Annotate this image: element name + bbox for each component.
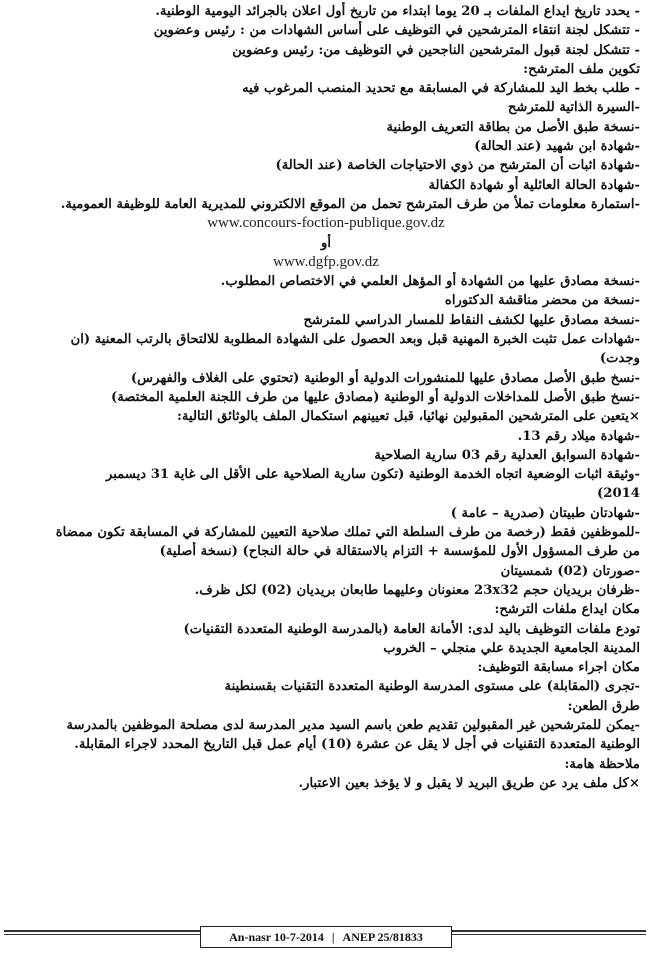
list-item: -نسخة من محضر مناقشة الدكتوراه — [444, 293, 640, 309]
deadline-line: - يحدد تاريخ ايداع الملفات بـ 20 يوما ابتداء من تاريخ أول اعلان بالجرائد اليومية الوطنية. — [155, 4, 640, 19]
final-documents-heading: ×يتعين على المترشحين المقبولين نهائيا، قبل تعيينهم استكمال الملف بالوثائق التالية: — [177, 409, 640, 425]
footer-separator: | — [331, 929, 335, 944]
list-item: -ظرفان بريديان حجم 23x32 معنونان وعليهما طابعان بريديان (02) لكل ظرف. — [194, 582, 640, 598]
list-item: - طلب بخط اليد للمشاركة في المسابقة مع تحديد المنصب المرغوب فيه — [242, 81, 640, 97]
list-item-continuation: 2014) — [597, 486, 640, 502]
list-item: -استمارة معلومات تملأ من طرف المترشح تحمل من الموقع الالكتروني للمديرية العامة للوظيفة العمومية. — [60, 196, 640, 212]
list-item: -نسخ طبق الأصل مصادق عليها للمنشورات الدولية أو الوطنية (تحتوي على الغلاف والفهرس) — [130, 370, 640, 386]
list-item: -صورتان (02) شمسيتان — [500, 563, 640, 579]
list-item: -شهادة ابن شهيد (عند الحالة) — [474, 139, 640, 155]
list-item: -شهادات عمل تثبت الخبرة المهنية قبل وبعد الحصول على الشهادة المطلوبة للالتحاق بالرتب المعنية (ان — [70, 332, 640, 348]
announcement-body — [12, 2, 640, 927]
submission-place-heading: مكان ايداع ملفات الترشح: — [494, 602, 640, 618]
website-url-2[interactable]: www.dgfp.gov.dz — [273, 253, 379, 270]
list-item: -للموظفين فقط (رخصة من طرف السلطة التي تملك صلاحية التعيين للمشاركة في المسابقة تكون ممضاة — [55, 525, 640, 541]
appeal-line-continuation: الوطنية المتعددة التقنيات في أجل لا يقل عن عشرة (10) أيام عمل قبل التاريخ المحدد لاجراء المقابلة. — [74, 737, 640, 753]
or-separator: أو — [320, 235, 332, 251]
list-item: -شهادة السوابق العدلية رقم 03 سارية الصلاحية — [374, 447, 640, 463]
list-item: -السيرة الذاتية للمترشح — [507, 100, 640, 116]
list-item: -شهادة اثبات أن المترشح من ذوي الاحتياجات الخاصة (عند الحالة) — [275, 158, 640, 174]
selection-committee-line: - تتشكل لجنة انتقاء المترشحين في التوظيف على أساس الشهادات من : رئيس وعضوين — [153, 23, 640, 39]
exam-place-heading: مكان اجراء مسابقة التوظيف: — [477, 660, 640, 676]
list-item: -وثيقة اثبات الوضعية اتجاه الخدمة الوطنية (تكون سارية الصلاحية على الأقل الى غاية 31 ديسمبر — [105, 467, 640, 483]
list-item: -نسخة طبق الأصل من بطاقة التعريف الوطنية — [386, 119, 640, 135]
list-item: -شهادتان طبيتان (صدرية – عامة ) — [450, 505, 640, 521]
list-item-continuation: من طرف المسؤول الأول للمؤسسة + التزام بالاستقالة في حالة النجاح) (نسخة أصلية) — [159, 544, 640, 560]
important-note-heading: ملاحظة هامة: — [564, 756, 640, 772]
admission-committee-line: - تتشكل لجنة قبول المترشحين الناجحين في التوظيف من: رئيس وعضوين — [232, 42, 640, 58]
anep-reference: ANEP 25/81833 — [342, 929, 423, 944]
list-item-continuation: وجدت) — [599, 351, 640, 367]
website-url-1[interactable]: www.concours-foction-publique.gov.dz — [207, 215, 445, 232]
list-item: -شهادة الحالة العائلية أو شهادة الكفالة — [428, 177, 640, 193]
address-line: المدينة الجامعية الجديدة علي منجلي – الخروب — [383, 640, 640, 656]
exam-place-line: -تجرى (المقابلة) على مستوى المدرسة الوطنية المتعددة التقنيات بقسنطينة — [224, 679, 640, 695]
submission-place-line: تودع ملفات التوظيف باليد لدى: الأمانة العامة (بالمدرسة الوطنية المتعددة التقنيات) — [183, 621, 640, 637]
appeal-heading: طرق الطعن: — [567, 698, 640, 714]
list-item: -نسخة مصادق عليها لكشف النقاط للمسار الدراسي للمترشح — [303, 312, 640, 328]
publication-footer — [200, 926, 452, 948]
appeal-line: -يمكن للمترشحين غير المقبولين تقديم طعن باسم السيد مدير المدرسة لدى مصلحة الموظفين بالمدرسة — [66, 717, 640, 733]
newspaper-date: An-nasr 10-7-2014 — [229, 929, 324, 944]
list-item: -نسخة مصادق عليها من الشهادة أو المؤهل العلمي في الاختصاص المطلوب. — [220, 274, 640, 290]
list-item: -نسخ طبق الأصل للمداخلات الدولية أو الوطنية (مصادق عليها من طرف اللجنة العلمية المختصة) — [110, 389, 640, 405]
list-item: -شهادة ميلاد رقم 13. — [517, 428, 640, 444]
file-composition-heading: تكوين ملف المترشح: — [523, 61, 640, 77]
important-note-line: ×كل ملف يرد عن طريق البريد لا يقبل و لا يؤخذ بعين الاعتبار. — [298, 775, 640, 791]
